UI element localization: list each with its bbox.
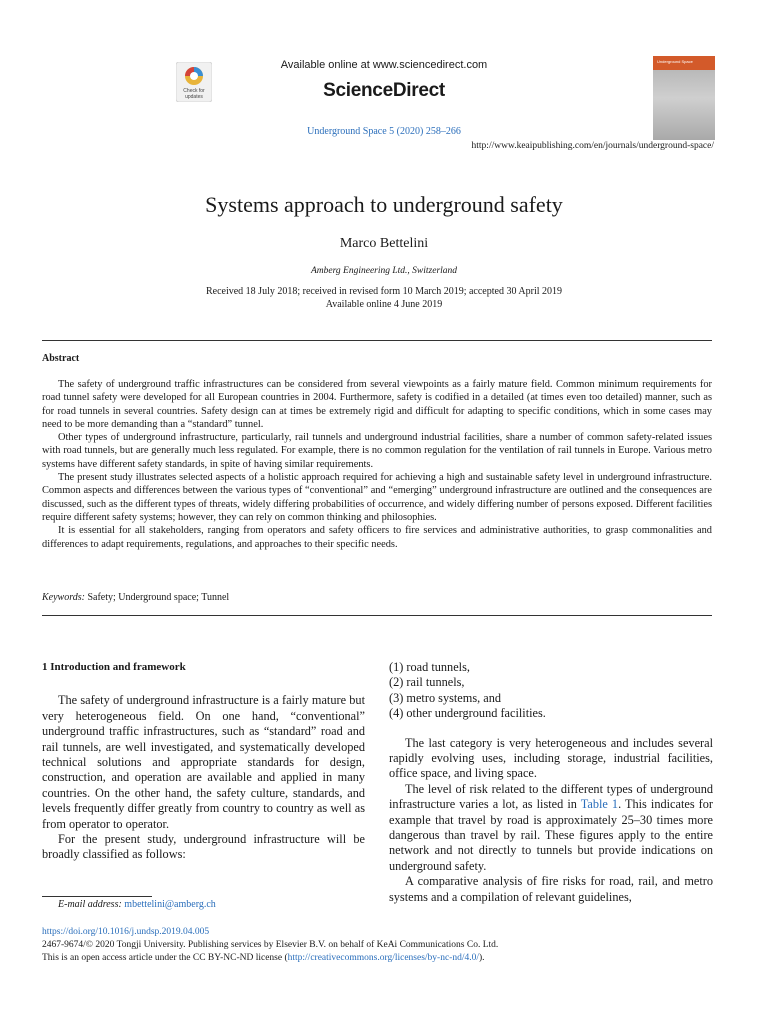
available-online-date: Available online 4 June 2019	[325, 299, 443, 310]
article-title: Systems approach to underground safety	[205, 192, 563, 217]
list-item: (4) other underground facilities.	[389, 706, 546, 721]
crossmark-label: Check for updates	[183, 88, 205, 100]
table-1-link[interactable]: Table 1	[580, 797, 619, 812]
paragraph-text: The level of risk related to the different types of underground infrastructure varies a lot, as listed in	[389, 781, 713, 812]
list-item: (1) road tunnels,	[389, 660, 470, 674]
keywords	[42, 592, 229, 603]
license-link[interactable]: http://creativecommons.org/licenses/by-nc-nd/4.0/	[287, 953, 479, 963]
body-paragraph: For the present study, underground infrastructure will be broadly classified as follows:	[42, 832, 365, 862]
body-paragraph	[389, 782, 713, 874]
keywords-list: Safety; Underground space; Tunnel	[87, 592, 230, 603]
copyright-line: 2467-9674/© 2020 Tongji University. Publishing services by Elsevier B.V. on behalf of KeAi Communications Co. Ltd.	[42, 940, 499, 950]
classification-list	[389, 660, 713, 722]
author-name: Marco Bettelini	[339, 236, 429, 251]
doi-link[interactable]: https://doi.org/10.1016/j.undsp.2019.04.005	[42, 927, 210, 937]
abstract-paragraph: The present study illustrates selected aspects of a holistic approach required for achieving a high and sustainable safety level in underground infrastructure. Common aspects and differences between the various types of “conventional” and “emerging” underground infrastructure are outlined and the consequences are discussed, such as the different types of threats, widely differing probabilities of occurrence, and widely differing number of persons exposed. Different facilities require different safety systems; however, they can rely on common thinking and philosophies.	[42, 472, 712, 523]
cover-title: Underground Space	[657, 59, 693, 64]
received-dates: Received 18 July 2018; received in revised form 10 March 2019; accepted 30 April 2019	[205, 286, 562, 297]
affiliation: Amberg Engineering Ltd., Switzerland	[310, 266, 458, 276]
available-online-text: Available online at www.sciencedirect.com	[280, 59, 488, 71]
list-item: (2) rail tunnels,	[389, 675, 465, 690]
journal-reference[interactable]: Underground Space 5 (2020) 258–266	[307, 126, 461, 137]
email-footnote	[58, 899, 216, 910]
abstract-paragraph: Other types of underground infrastructure, particularly, rail tunnels and underground industrial facilities, share a number of common safety-related issues with road tunnels, but are generally much less regulated. For example, there is no common regulation for the ventilation of rail tunnels in Europe. Various metro systems have different safety standards, in spite of having similar requirements.	[42, 432, 712, 470]
license-text: This is an open access article under the CC BY-NC-ND license (	[42, 953, 288, 963]
section-heading: 1 Introduction and framework	[42, 661, 186, 673]
divider	[42, 340, 712, 341]
abstract-paragraph: The safety of underground traffic infrastructures can be considered from several viewpoints as a fairly mature field. Common minimum requirements for road tunnel safety were developed for all European countries in 2004. Furthermore, safety is codified in a detailed (at times even too detailed) manner, such as for road tunnels in several countries. Safety design can at times be extremely rigid and difficult for adapting to specific conditions, which in some cases may need to be more demanding than a “standard” tunnel.	[42, 379, 712, 430]
abstract-heading: Abstract	[42, 353, 80, 364]
body-paragraph: The safety of underground infrastructure is a fairly mature but very heterogeneous field. On one hand, “conventional” underground traffic infrastructures, such as “standard” road and rail tunnels, are well investigated, and systematically developed technical solutions and appropriate standards for design, construction, and operation are available and applied in many countries. On the other hand, the safety culture, standards, and levels frequently differ greatly from country to country as well as from operator to operator.	[42, 693, 365, 831]
abstract-paragraph: It is essential for all stakeholders, ranging from operators and safety officers to fire services and administrative authorities, to grasp commonalities and differences to adapt requirements, regulations, and approaches to their specific needs.	[42, 525, 712, 550]
body-column-right	[389, 660, 713, 905]
sciencedirect-logo: ScienceDirect	[323, 80, 445, 101]
journal-url[interactable]: http://www.keaipublishing.com/en/journals/underground-space/	[471, 141, 714, 151]
keywords-label: Keywords:	[42, 592, 85, 603]
footnote-divider	[42, 896, 152, 897]
body-paragraph: The last category is very heterogeneous and includes several rapidly evolving uses, including storage, industrial facilities, office space, and living space.	[389, 735, 713, 781]
license-line	[42, 953, 485, 963]
paragraph-text: . This indicates for example that travel by road is approximately 25–30 times more dangerous than travel by rail. These figures apply to the entire network and not directly to tunnels but provide indications on underground safety.	[389, 797, 714, 873]
abstract-body	[42, 378, 712, 551]
email-label: E-mail address:	[58, 899, 122, 910]
body-paragraph: A comparative analysis of fire risks for road, rail, and metro systems and a compilation of relevant guidelines,	[389, 874, 713, 904]
list-item: (3) metro systems, and	[389, 690, 502, 705]
license-text: ).	[479, 953, 485, 963]
divider	[42, 615, 712, 616]
body-column-left	[42, 660, 365, 863]
email-link[interactable]: mbettelini@amberg.ch	[124, 899, 216, 910]
